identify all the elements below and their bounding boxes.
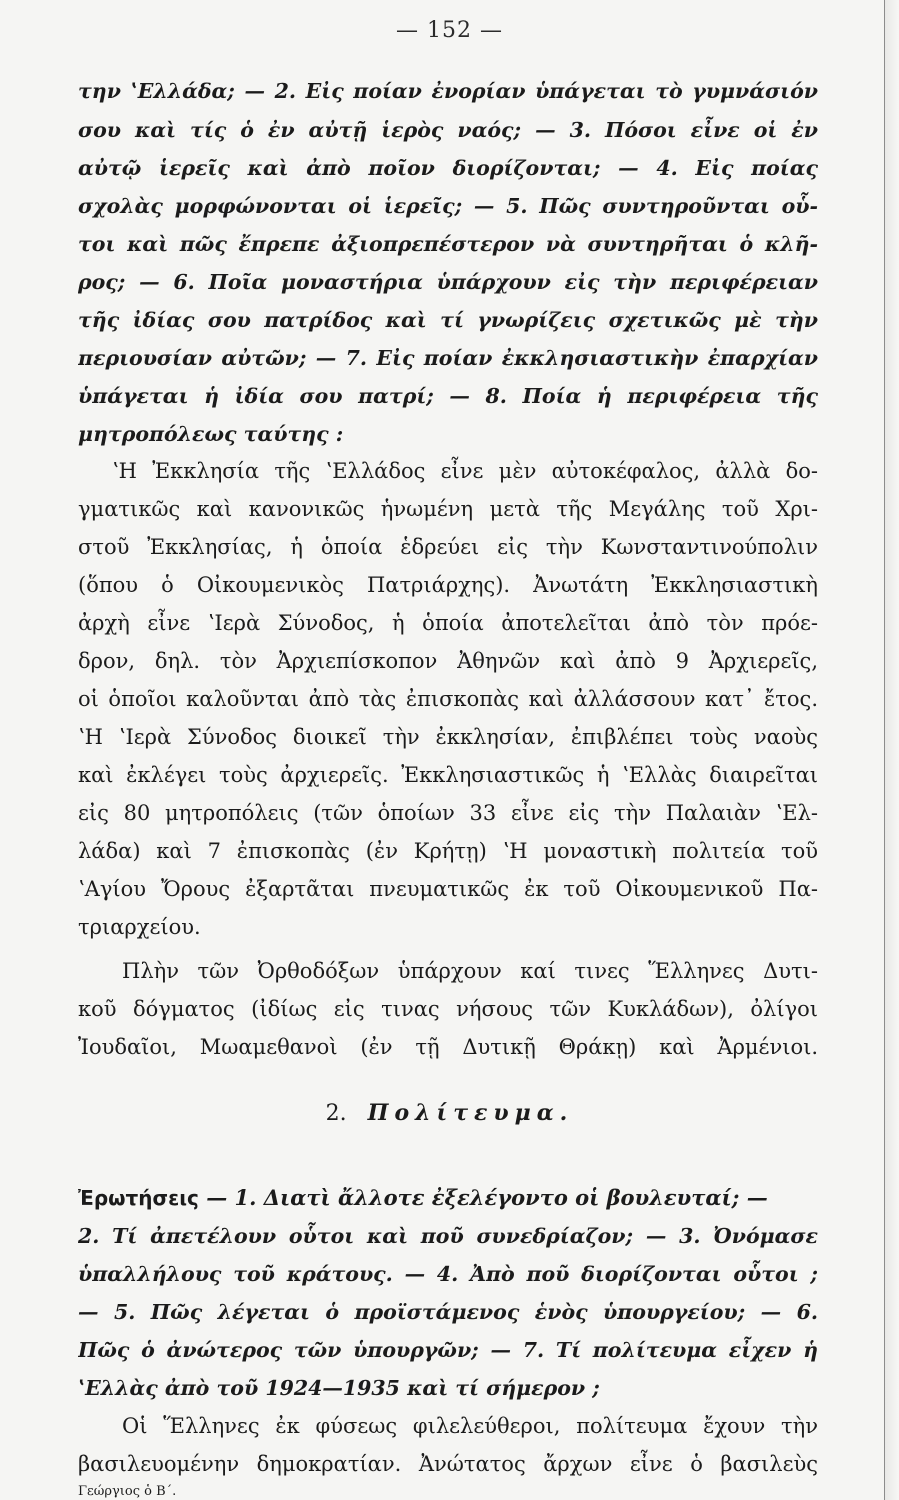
body-line: (ὅπου ὁ Οἰκουμενικὸς Πατριάρχης). Ἀνωτάτη Ἐκκλησιαστικὴ <box>78 573 818 597</box>
question-line: 2. Τί ἀπετέλουν οὗτοι καὶ ποῦ συνεδρίαζον; — 3. Ὀνόμασε <box>78 1224 818 1248</box>
question-line: τῆς ἰδίας σου πατρίδος καὶ τί γνωρίζεις σχετικῶς μὲ τὴν <box>78 308 818 332</box>
section-title: Πολίτευμα. <box>367 1100 574 1126</box>
questions2-first-line <box>78 1180 818 1216</box>
body-line: οἱ ὁποῖοι καλοῦνται ἀπὸ τὰς ἐπισκοπὰς καὶ ἀλλάσσουν κατ᾽ ἔτος. <box>78 687 818 711</box>
question-line: — 5. Πῶς λέγεται ὁ προϊστάμενος ἑνὸς ὑπουργείου; — 6. <box>78 1300 818 1324</box>
page-number: — 152 — <box>396 18 503 43</box>
question-line: περιουσίαν αὐτῶν; — 7. Εἰς ποίαν ἐκκλησιαστικὴν ἐπαρχίαν <box>78 346 818 370</box>
body-line: τριαρχείου. <box>78 915 201 939</box>
body-line: ʽΗ ʽΙερὰ Σύνοδος διοικεῖ τὴν ἐκκλησίαν, ἐπιβλέπει τοὺς ναοὺς <box>78 725 818 749</box>
question-text: — 1. Διατὶ ἄλλοτε ἐξελέγοντο οἱ βουλευταί; — <box>198 1185 768 1210</box>
body-line: ʽΗ Ἐκκλησία τῆς ʽΕλλάδος εἶνε μὲν αὐτοκέφαλος, ἀλλὰ δο- <box>112 459 818 483</box>
question-line: ρος; — 6. Ποῖα μοναστήρια ὑπάρχουν εἰς τὴν περιφέρειαν <box>78 270 818 294</box>
question-line: την ʽΕλλάδα; — 2. Εἰς ποίαν ἐνορίαν ὑπάγεται τὸ γυμνάσιόν <box>78 79 818 103</box>
question-line: τοι καὶ πῶς ἔπρεπε ἀξιοπρεπέστερον νὰ συντηρῆται ὁ κλῆ- <box>78 232 818 256</box>
body-line: Οἱ Ἕλληνες ἐκ φύσεως φιλελεύθεροι, πολίτευμα ἔχουν τὴν <box>122 1414 818 1438</box>
body-line: δρον, δηλ. τὸν Ἀρχιεπίσκοπον Ἀθηνῶν καὶ ἀπὸ 9 Ἀρχιερεῖς, <box>78 649 818 673</box>
body-line: Γεώργιος ὁ Β΄. <box>78 1484 177 1499</box>
body-line: ʽΑγίου Ὄρους ἐξαρτᾶται πνευματικῶς ἐκ τοῦ Οἰκουμενικοῦ Πα- <box>78 877 818 901</box>
question-line: σχολὰς μορφώνονται οἱ ἱερεῖς; — 5. Πῶς συντηροῦνται οὗ- <box>78 194 818 218</box>
body-line: στοῦ Ἐκκλησίας, ἡ ὁποία ἑδρεύει εἰς τὴν Κωνσταντινούπολιν <box>78 535 818 559</box>
body-line: λάδα) καὶ 7 ἐπισκοπὰς (ἐν Κρήτῃ) ʽΗ μοναστικὴ πολιτεία τοῦ <box>78 839 818 863</box>
question-line: σου καὶ τίς ὁ ἐν αὐτῇ ἱερὸς ναός; — 3. Πόσοι εἶνε οἱ ἐν <box>78 118 818 142</box>
question-line: ὑπάγεται ἡ ἰδία σου πατρί; — 8. Ποία ἡ περιφέρεια τῆς <box>78 384 818 408</box>
section-number: 2. <box>325 1101 347 1126</box>
question-line: μητροπόλεως ταύτης : <box>78 422 344 446</box>
question-line: ὑπαλλήλους τοῦ κράτους. — 4. Ἀπὸ ποῦ διορίζονται οὗτοι ; <box>78 1262 818 1286</box>
questions-label: Ἐρωτήσεις <box>78 1186 199 1210</box>
question-line: αὐτῷ ἱερεῖς καὶ ἀπὸ ποῖον διορίζονται; — 4. Εἰς ποίας <box>78 156 818 180</box>
page-edge-shadow <box>885 0 899 1500</box>
body-line: εἰς 80 μητροπόλεις (τῶν ὁποίων 33 εἶνε εἰς τὴν Παλαιὰν ʽΕλ- <box>78 801 818 825</box>
body-line: Ἰουδαῖοι, Μωαμεθανοὶ (ἐν τῇ Δυτικῇ Θράκῃ) καὶ Ἀρμένιοι. <box>78 1035 818 1059</box>
body-line: καὶ ἐκλέγει τοὺς ἀρχιερεῖς. Ἐκκλησιαστικῶς ἡ ʽΕλλὰς διαιρεῖται <box>78 763 818 787</box>
body-line: ἀρχὴ εἶνε ʽΙερὰ Σύνοδος, ἡ ὁποία ἀποτελεῖται ἀπὸ τὸν πρόε- <box>78 611 818 635</box>
body-line: Πλὴν τῶν Ὀρθοδόξων ὑπάρχουν καί τινες Ἕλληνες Δυτι- <box>122 959 818 983</box>
body-line: γματικῶς καὶ κανονικῶς ἡνωμένη μετὰ τῆς Μεγάλης τοῦ Χρι- <box>78 497 818 521</box>
question-line: ʽΕλλὰς ἀπὸ τοῦ 1924—1935 καὶ τί σήμερον ; <box>78 1376 600 1400</box>
body-line: βασιλευομένην δημοκρατίαν. Ἀνώτατος ἄρχων εἶνε ὁ βασιλεὺς <box>78 1452 818 1476</box>
question-line: Πῶς ὁ ἀνώτερος τῶν ὑπουργῶν; — 7. Τί πολίτευμα εἶχεν ἡ <box>78 1338 818 1362</box>
section-heading <box>0 1100 899 1126</box>
body-line: κοῦ δόγματος (ἰδίως εἰς τινας νήσους τῶν Κυκλάδων), ὀλίγοι <box>78 997 818 1021</box>
